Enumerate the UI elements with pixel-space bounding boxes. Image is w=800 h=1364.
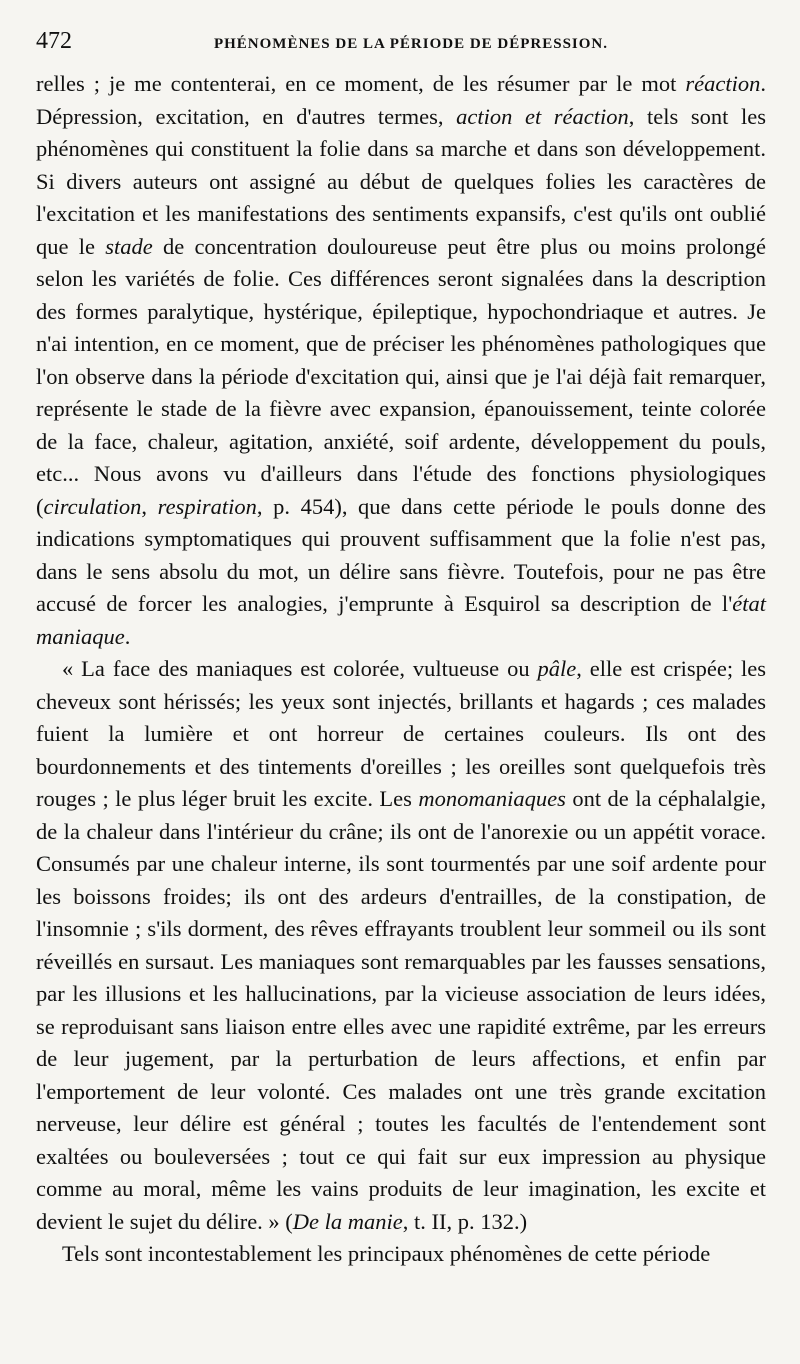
text-run: Tels sont incontestablement les principaux phénomènes de cette période bbox=[62, 1241, 711, 1266]
italic-text: pâle bbox=[537, 656, 577, 681]
italic-text: stade bbox=[105, 233, 153, 259]
paragraph bbox=[36, 1238, 766, 1271]
text-run: , elle est crispée; les cheveux sont hérissés; les yeux sont injectés, brillants et hagards ; ces malades fuient la lumière et ont horreur de certaines couleurs. Ils ont des bourdonnements et des tintements d'oreilles ; les oreilles sont quelquefois très rouges ; le plus léger bruit les excite. Les bbox=[36, 656, 766, 811]
text-run: relles ; je me contenterai, en ce moment, de les résumer par le mot bbox=[36, 71, 686, 96]
running-head bbox=[36, 28, 766, 68]
italic-text: De la manie bbox=[292, 1208, 403, 1234]
paragraph bbox=[36, 68, 766, 653]
italic-text: respiration bbox=[157, 493, 257, 519]
body-text bbox=[36, 68, 766, 1271]
text-run: ont de la céphalalgie, de la chaleur dans l'intérieur du crâne; ils ont de l'anorexie ou un appétit vorace. Consumés par une chaleur interne, ils sont tourmentés par une soif ardente pour les boissons froides; ils ont des ardeurs d'entrailles, de la constipation, de l'insomnie ; s'ils dorment, des rêves effrayants troublent leur sommeil ou ils sont réveillés en sursaut. Les maniaques sont remarquables par les fausses sensations, par les illusions et les hallucinations, par la vicieuse association de leurs idées, se reproduisant sans liaison entre elles avec une rapidité extrême, par les erreurs de leur jugement, par la perturbation de leurs affections, et enfin par l'emportement de leur volonté. Ces malades ont une très grande excitation nerveuse, leur délire est général ; toutes les facultés de l'entendement sont exaltées ou bouleversées ; tout ce qui fait sur eux impression au physique comme au moral, même les vains produits de leur imagination, les excite et devient le sujet du délire. » ( bbox=[36, 786, 766, 1234]
text-run: de concentration douloureuse peut être plus ou moins prolongé selon les variétés de folie. Ces différences seront signalées dans la description des formes paralytique, hystérique, épileptique, hypochondriaque et autres. Je n'ai intention, en ce moment, que de préciser les phénomènes pathologiques que l'on observe dans la période d'excitation qui, ainsi que je l'ai déjà fait remarquer, représente le stade de la fièvre avec expansion, épanouissement, teinte colorée de la face, chaleur, agitation, anxiété, soif ardente, développement du pouls, etc... Nous avons vu d'ailleurs dans l'étude des fonctions physiologiques ( bbox=[36, 233, 766, 519]
page-number: 472 bbox=[36, 28, 72, 54]
running-title: PHÉNOMÈNES DE LA PÉRIODE DE DÉPRESSION. bbox=[213, 36, 609, 52]
italic-text: état maniaque bbox=[36, 591, 766, 649]
text-run: , tels sont les phénomènes qui constituent la folie dans sa marche et dans son développement. Si divers auteurs ont assigné au début de quelques folies les caractères de l'excitation et les manifestations des sentiments expansifs, c'est qu'ils ont oublié que le bbox=[36, 103, 766, 259]
italic-text: réaction bbox=[685, 71, 761, 96]
italic-text: monomaniaques bbox=[418, 786, 566, 811]
text-run: . bbox=[124, 623, 131, 649]
text-run: . Dépression, excitation, en d'autres termes, bbox=[36, 71, 766, 129]
text-run: , t. II, p. 132.) bbox=[402, 1208, 528, 1234]
text-run: , bbox=[141, 493, 158, 519]
italic-text: circulation bbox=[43, 493, 142, 519]
quoted-paragraph bbox=[36, 653, 766, 1238]
text-run: , p. 454), que dans cette période le pouls donne des indications symptomatiques qui prouvent suffisamment que la folie n'est pas, dans le sens absolu du mot, un délire sans fièvre. Toutefois, pour ne pas être accusé de forcer les analogies, j'emprunte à Esquirol sa description de l' bbox=[36, 493, 766, 616]
text-run: « La face des maniaques est colorée, vultueuse ou bbox=[62, 656, 538, 681]
italic-text: action et réaction bbox=[456, 103, 629, 129]
